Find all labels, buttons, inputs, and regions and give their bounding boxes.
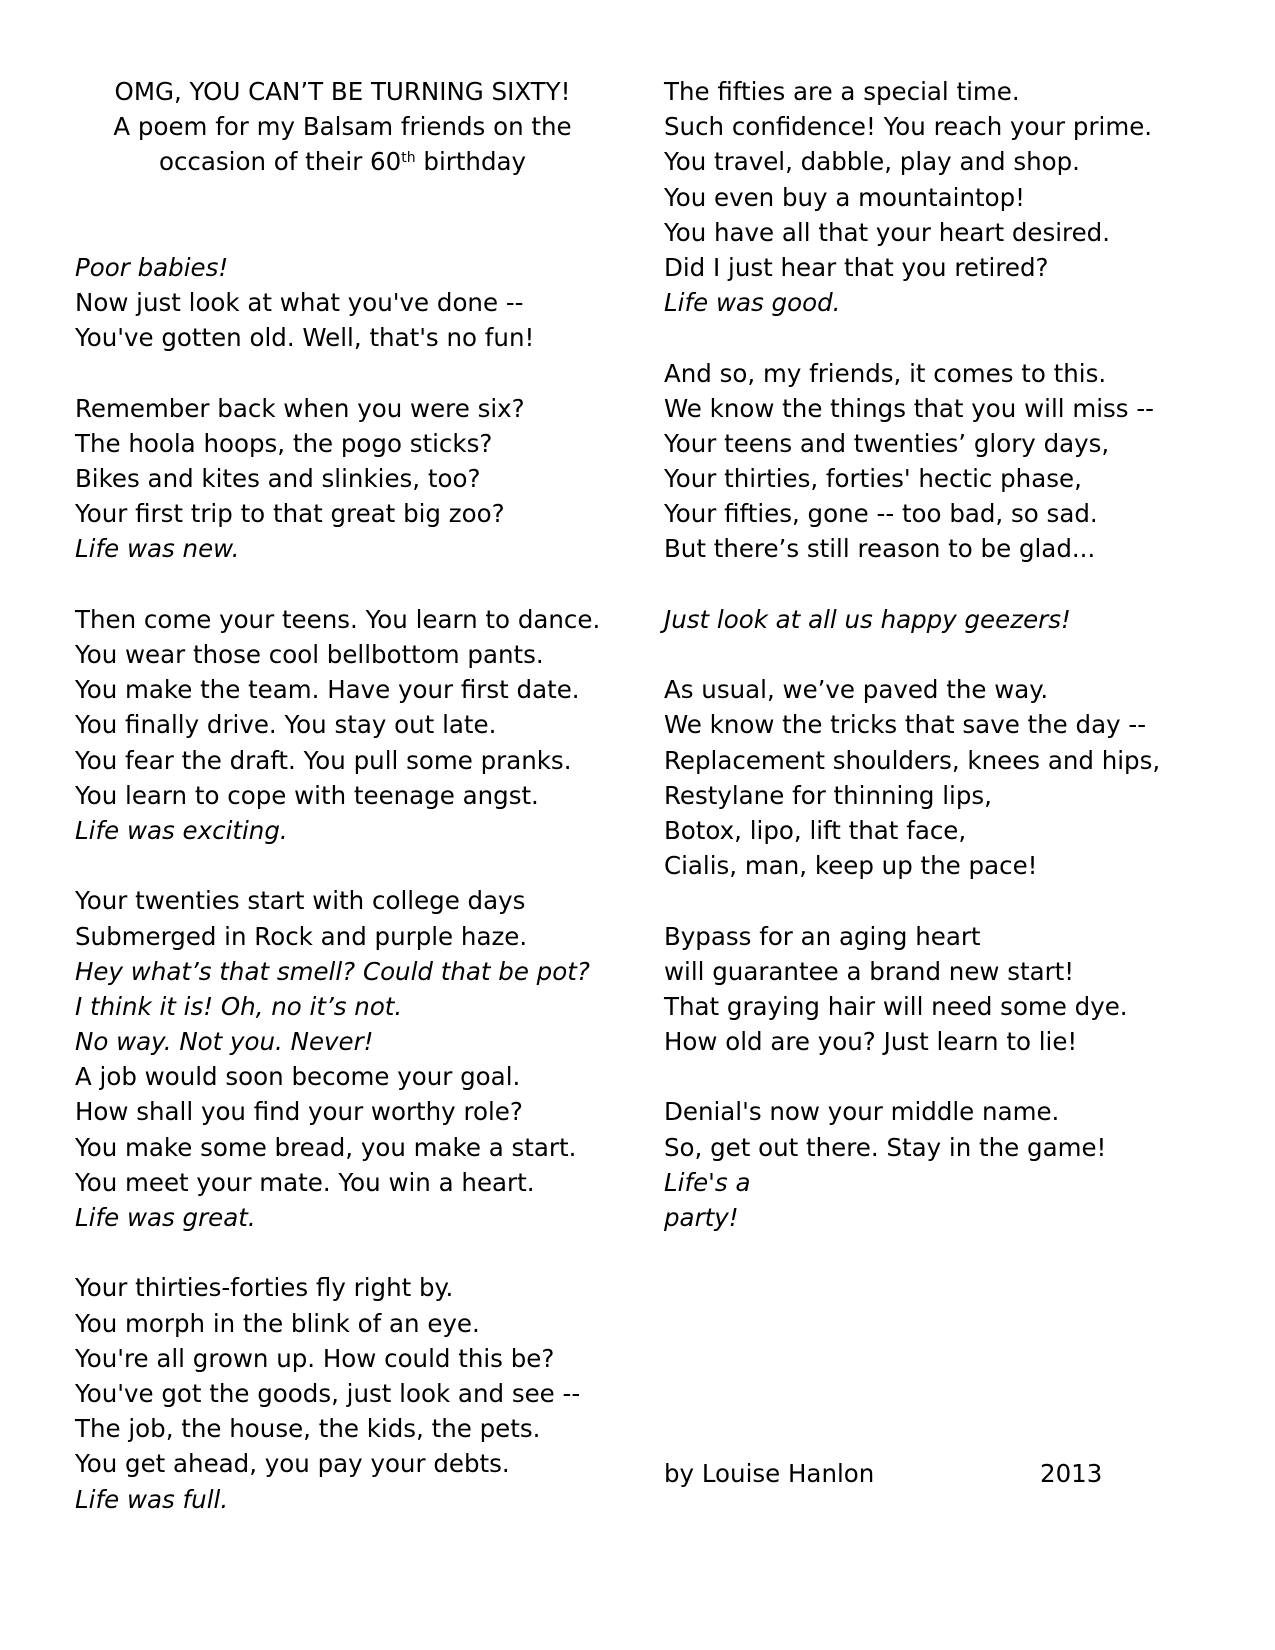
subtitle-occasion: occasion of their 60 [158,147,402,177]
poem-line: You've got the goods, just look and see -- [75,1378,581,1408]
poem-line: Life was good. [664,288,841,318]
poem-line: Then come your teens. You learn to dance. [75,604,601,634]
stanza-break [75,144,635,179]
poem-line: You travel, dabble, play and shop. [664,147,1080,177]
poem-line: The fifties are a special time. [664,77,1020,106]
poem-line: party! [664,1203,739,1232]
subtitle-birthday: birthday [415,147,527,177]
poem-line: We know the tricks that save the day -- [664,710,1147,740]
poem-line: You finally drive. You stay out late. [75,710,497,740]
stanza-break [664,320,1224,355]
poem-line: Your thirties, forties' hectic phase, [664,464,1082,494]
poem-line: The job, the house, the kids, the pets. [75,1414,541,1444]
poem-subtitle: A poem for my Balsam friends on the [113,112,572,142]
poem-line: Did I just hear that you retired? [664,252,1049,282]
stanza-break [664,883,1224,918]
poem-line: You get ahead, you pay your debts. [75,1449,510,1479]
poem-line: Life's a [664,1167,751,1197]
poem-line: Life was great. [75,1203,256,1232]
stanza-break [664,1059,1224,1094]
poem-line: You're all grown up. How could this be? [75,1343,555,1373]
poem-line: I think it is! Oh, no it’s not. [75,991,403,1021]
stanza-break [664,567,1224,602]
poem-year: 2013 [1040,1459,1103,1488]
poem-line: Bikes and kites and slinkies, too? [75,464,481,494]
poem-line: Just look at all us happy geezers! [664,604,1071,634]
poem-line: Submerged in Rock and purple haze. [75,921,528,951]
poem-line: Now just look at what you've done -- [75,288,524,318]
poem-line: Restylane for thinning lips, [664,780,992,810]
poem-line: But there’s still reason to be glad... [664,534,1096,564]
poem-line: Your thirties-forties fly right by. [75,1273,454,1303]
poem-line: Your fifties, gone -- too bad, so sad. [664,499,1098,529]
poem-line: You meet your mate. You win a heart. [75,1167,535,1197]
poem-title: OMG, YOU CAN’T BE TURNING SIXTY! [114,77,571,106]
stanza-break [75,567,635,602]
poem-line: How shall you find your worthy role? [75,1097,523,1127]
author-credit: by Louise Hanlon [664,1459,875,1488]
poem-line: Cialis, man, keep up the pace! [664,851,1038,881]
poem-line: The hoola hoops, the pogo sticks? [75,428,493,458]
poem-line: And so, my friends, it comes to this. [664,358,1107,388]
poem-line: You make some bread, you make a start. [75,1132,577,1162]
poem-line: You make the team. Have your first date. [75,675,580,705]
stanza-break [664,637,1224,672]
poem-line: A job would soon become your goal. [75,1062,521,1092]
poem-line: Replacement shoulders, knees and hips, [664,745,1161,775]
poem-line: Botox, lipo, lift that face, [664,815,967,845]
poem-line: No way. Not you. Never! [75,1027,374,1057]
poem-line: You fear the draft. You pull some pranks. [75,745,572,775]
poem-line: How old are you? Just learn to lie! [664,1027,1078,1057]
poem-line: Bypass for an aging heart [664,921,981,951]
poem-line: You wear those cool bellbottom pants. [75,640,544,669]
poem-line: You morph in the blink of an eye. [75,1308,480,1338]
poem-line: That graying hair will need some dye. [664,991,1128,1021]
poem-line: Your teens and twenties’ glory days, [664,428,1110,458]
poem-line: You learn to cope with teenage angst. [75,780,539,810]
poem-line: You have all that your heart desired. [664,217,1110,247]
poem-line: Life was new. [75,534,240,564]
poem-line: Poor babies! [75,252,229,282]
poem-line: You even buy a mountaintop! [664,182,1025,212]
poem-line: Such confidence! You reach your prime. [664,112,1153,142]
ordinal-suffix: th [401,150,416,167]
poem-left-column [75,74,635,1517]
stanza-break [75,74,635,109]
poem-line: You've gotten old. Well, that's no fun! [75,323,535,353]
poem-right-column [664,74,1224,1235]
poem-line: Your twenties start with college days [75,886,526,916]
stanza-break [75,1235,635,1270]
poem-line: Remember back when you were six? [75,393,525,423]
stanza-break [75,215,635,250]
poem-line: Hey what’s that smell? Could that be pot? [75,956,590,986]
poem-line: So, get out there. Stay in the game! [664,1132,1107,1162]
stanza-break [75,848,635,883]
poem-line: Life was full. [75,1484,229,1514]
poem-line: Life was exciting. [75,815,288,845]
poem-line: Your first trip to that great big zoo? [75,499,505,529]
poem-line: will guarantee a brand new start! [664,956,1075,986]
stanza-break [75,109,635,144]
poem-line: Denial's now your middle name. [664,1097,1060,1127]
poem-line: As usual, we’ve paved the way. [664,675,1049,705]
stanza-break [75,180,635,215]
poem-line: We know the things that you will miss -- [664,393,1155,423]
stanza-break [75,356,635,391]
